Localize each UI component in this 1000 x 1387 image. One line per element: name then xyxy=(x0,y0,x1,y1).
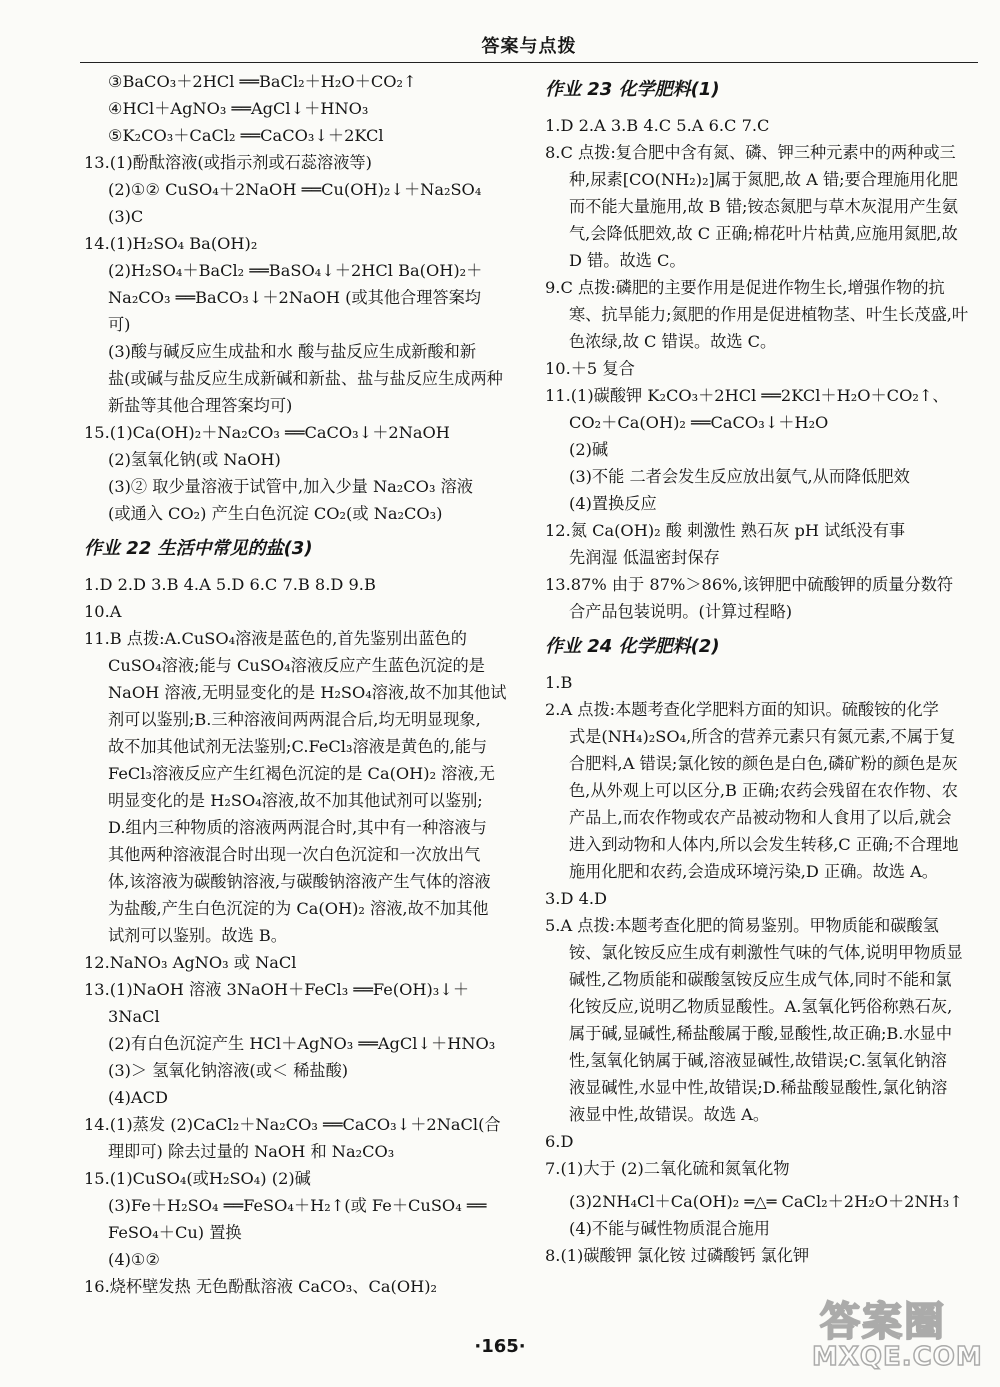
answer-line: 8.C 点拨:复合肥中含有氮、磷、钾三种元素中的两种或三 xyxy=(545,143,956,162)
answer-line: FeSO₄＋Cu) 置换 xyxy=(108,1223,242,1242)
answer-line: 气,会降低肥效,故 C 正确;棉花叶片枯黄,应施用氮肥,故 xyxy=(569,224,958,243)
answer-line: (3)② 取少量溶液于试管中,加入少量 Na₂CO₃ 溶液 xyxy=(108,477,473,496)
answer-line: (3)Fe＋H₂SO₄ ══FeSO₄＋H₂↑(或 Fe＋CuSO₄ ══ xyxy=(108,1196,487,1215)
answer-line: 6.D xyxy=(545,1132,574,1151)
answer-line: (或通入 CO₂) 产生白色沉淀 CO₂(或 Na₂CO₃) xyxy=(108,504,443,523)
header-title: 答案与点拨 xyxy=(481,36,577,57)
answer-line: 明显变化的是 H₂SO₄溶液,故不加其他试剂可以鉴别; xyxy=(108,791,483,810)
answer-line: 13.87% 由于 87%＞86%,该钾肥中硫酸钾的质量分数符 xyxy=(545,575,954,594)
answer-line: 种,尿素[CO(NH₂)₂]属于氮肥,故 A 错;要合理施用化肥 xyxy=(569,170,958,189)
answer-line: 11.B 点拨:A.CuSO₄溶液是蓝色的,首先鉴别出蓝色的 xyxy=(84,629,467,648)
answer-line: 5.A 点拨:本题考查化肥的简易鉴别。甲物质能和碳酸氢 xyxy=(545,916,939,935)
answer-line: 11.(1)碳酸钾 K₂CO₃＋2HCl ══2KCl＋H₂O＋CO₂↑、 xyxy=(545,386,949,405)
answer-line: 14.(1)蒸发 (2)CaCl₂＋Na₂CO₃ ══CaCO₃↓＋2NaCl(合 xyxy=(84,1115,501,1134)
section-heading: 作业 24 化学肥料(2) xyxy=(545,636,720,657)
answer-line: 新盐等其他合理答案均可) xyxy=(108,396,293,415)
answer-line: (2)①② CuSO₄＋2NaOH ══Cu(OH)₂↓＋Na₂SO₄ xyxy=(108,180,482,199)
answer-line: 15.(1)Ca(OH)₂＋Na₂CO₃ ══CaCO₃↓＋2NaOH xyxy=(84,423,450,442)
answer-line: 16.烧杯壁发热 无色酚酞溶液 CaCO₃、Ca(OH)₂ xyxy=(84,1277,438,1296)
left-column xyxy=(84,68,520,1300)
answer-line: 盐(或碱与盐反应生成新碱和新盐、盐与盐反应生成两种 xyxy=(108,369,503,388)
answer-line: 14.(1)H₂SO₄ Ba(OH)₂ xyxy=(84,234,258,253)
answer-line: 试剂可以鉴别。故选 B。 xyxy=(108,926,287,945)
answer-line: FeCl₃溶液反应产生红褐色沉淀的是 Ca(OH)₂ 溶液,无 xyxy=(108,764,495,783)
answer-line: 剂可以鉴别;B.三种溶液间两两混合后,均无明显现象, xyxy=(108,710,481,729)
answer-line: ④HCl＋AgNO₃ ══AgCl↓＋HNO₃ xyxy=(108,99,369,118)
right-column xyxy=(545,68,977,1269)
answer-line: 故不加其他试剂无法鉴别;C.FeCl₃溶液是黄色的,能与 xyxy=(108,737,488,756)
answer-line: 而不能大量施用,故 B 错;铵态氮肥与草木灰混用产生氨 xyxy=(569,197,958,216)
answer-line: CuSO₄溶液;能与 CuSO₄溶液反应产生蓝色沉淀的是 xyxy=(108,656,485,675)
answer-line: 体,该溶液为碳酸钠溶液,与碳酸钠溶液产生气体的溶液 xyxy=(108,872,491,891)
answer-line: 液显中性,故错误。故选 A。 xyxy=(569,1105,770,1124)
answer-line: CO₂＋Ca(OH)₂ ══CaCO₃↓＋H₂O xyxy=(569,413,829,432)
answer-line: (2)有白色沉淀产生 HCl＋AgNO₃ ══AgCl↓＋HNO₃ xyxy=(108,1034,496,1053)
section-heading: 作业 23 化学肥料(1) xyxy=(545,79,720,100)
answer-line: ⑤K₂CO₃＋CaCl₂ ══CaCO₃↓＋2KCl xyxy=(108,126,384,145)
answer-line: (3)2NH₄Cl＋Ca(OH)₂ ═△═ CaCl₂＋2H₂O＋2NH₃↑ xyxy=(569,1192,963,1211)
watermark-main-text: 答案圈 xyxy=(820,1299,946,1345)
watermark-sub-text: MXQE.COM xyxy=(812,1342,983,1372)
answer-line: 8.(1)碳酸钾 氯化铵 过磷酸钙 氯化钾 xyxy=(545,1246,810,1265)
answer-line: NaOH 溶液,无明显变化的是 H₂SO₄溶液,故不加其他试 xyxy=(108,683,507,702)
answer-line: 1.B xyxy=(545,673,573,692)
answer-line: D.组内三种物质的溶液两两混合时,其中有一种溶液与 xyxy=(108,818,487,837)
answer-line: (3)不能 二者会发生反应放出氨气,从而降低肥效 xyxy=(569,467,910,486)
answer-line: (3)酸与碱反应生成盐和水 酸与盐反应生成新酸和新 xyxy=(108,342,477,361)
answer-line: 施用化肥和农药,会造成环境污染,D 正确。故选 A。 xyxy=(569,862,938,881)
watermark-logo xyxy=(810,1290,990,1382)
section-heading: 作业 22 生活中常见的盐(3) xyxy=(84,538,313,559)
answer-line: (4)①② xyxy=(108,1250,160,1269)
answer-line: 属于碱,显碱性,稀盐酸属于酸,显酸性,故正确;B.水显中 xyxy=(569,1024,953,1043)
answer-line: (4)不能与碱性物质混合施用 xyxy=(569,1219,770,1238)
answer-line: 式是(NH₄)₂SO₄,所含的营养元素只有氮元素,不属于复 xyxy=(569,727,956,746)
answer-line: 10.A xyxy=(84,602,122,621)
answer-line: (2)氢氧化钠(或 NaOH) xyxy=(108,450,281,469)
answer-line: (3)C xyxy=(108,207,144,226)
answer-line: (2)碱 xyxy=(569,440,609,459)
answer-line: 寒、抗旱能力;氮肥的作用是促进植物茎、叶生长茂盛,叶 xyxy=(569,305,969,324)
answer-line: 10.＋5 复合 xyxy=(545,359,635,378)
page-header xyxy=(80,28,978,63)
answer-line: 为盐酸,产生白色沉淀的为 Ca(OH)₂ 溶液,故不加其他 xyxy=(108,899,489,918)
answer-line: 化铵反应,说明乙物质显酸性。A.氢氧化钙俗称熟石灰, xyxy=(569,997,953,1016)
answer-line: ③BaCO₃＋2HCl ══BaCl₂＋H₂O＋CO₂↑ xyxy=(108,72,417,91)
answer-line: (4)置换反应 xyxy=(569,494,657,513)
answer-line: 15.(1)CuSO₄(或H₂SO₄) (2)碱 xyxy=(84,1169,311,1188)
answer-line: 可) xyxy=(108,315,131,334)
answer-line: 13.(1)酚酞溶液(或指示剂或石蕊溶液等) xyxy=(84,153,372,172)
answer-line: 性,氢氧化钠属于碱,溶液显碱性,故错误;C.氢氧化钠溶 xyxy=(569,1051,947,1070)
answer-line: D 错。故选 C。 xyxy=(569,251,686,270)
answer-line: 液显碱性,水显中性,故错误;D.稀盐酸显酸性,氯化钠溶 xyxy=(569,1078,948,1097)
answer-line: 碱性,乙物质能和碳酸氢铵反应生成气体,同时不能和氯 xyxy=(569,970,952,989)
answer-line: 先润湿 低温密封保存 xyxy=(569,548,720,567)
answer-line: 3NaCl xyxy=(108,1007,160,1026)
answer-line: 13.(1)NaOH 溶液 3NaOH＋FeCl₃ ══Fe(OH)₃↓＋ xyxy=(84,980,470,999)
answer-line: 理即可) 除去过量的 NaOH 和 Na₂CO₃ xyxy=(108,1142,395,1161)
answer-line: 其他两种溶液混合时出现一次白色沉淀和一次放出气 xyxy=(108,845,481,864)
answer-line: 12.氮 Ca(OH)₂ 酸 刺激性 熟石灰 pH 试纸没有事 xyxy=(545,521,906,540)
answer-line: (4)ACD xyxy=(108,1088,168,1107)
answer-line: 9.C 点拨:磷肥的主要作用是促进作物生长,增强作物的抗 xyxy=(545,278,945,297)
answer-line: 1.D 2.A 3.B 4.C 5.A 6.C 7.C xyxy=(545,116,770,135)
answer-line: (2)H₂SO₄＋BaCl₂ ══BaSO₄↓＋2HCl Ba(OH)₂＋ xyxy=(108,261,483,280)
answer-line: 合肥料,A 错误;氯化铵的颜色是白色,磷矿粉的颜色是灰 xyxy=(569,754,958,773)
answer-line: 色,从外观上可以区分,B 正确;农药会残留在农作物、农 xyxy=(569,781,958,800)
answer-line: 3.D 4.D xyxy=(545,889,607,908)
answer-line: 产品上,而农作物或农产品被动物和人食用了以后,就会 xyxy=(569,808,952,827)
answer-line: 色浓绿,故 C 错误。故选 C。 xyxy=(569,332,777,351)
answer-line: Na₂CO₃ ══BaCO₃↓＋2NaOH (或其他合理答案均 xyxy=(108,288,481,307)
answer-line: 2.A 点拨:本题考查化学肥料方面的知识。硫酸铵的化学 xyxy=(545,700,939,719)
answer-line: 1.D 2.D 3.B 4.A 5.D 6.C 7.B 8.D 9.B xyxy=(84,575,376,594)
answer-line: 7.(1)大于 (2)二氧化硫和氮氧化物 xyxy=(545,1159,790,1178)
answer-line: (3)＞ 氢氧化钠溶液(或＜ 稀盐酸) xyxy=(108,1061,349,1080)
answer-line: 合产品包装说明。(计算过程略) xyxy=(569,602,793,621)
answer-line: 铵、氯化铵反应生成有刺激性气味的气体,说明甲物质显 xyxy=(569,943,963,962)
answer-line: 12.NaNO₃ AgNO₃ 或 NaCl xyxy=(84,953,297,972)
answer-line: 进入到动物和人体内,所以会发生转移,C 正确;不合理地 xyxy=(569,835,959,854)
page-number: ·165· xyxy=(474,1336,526,1357)
